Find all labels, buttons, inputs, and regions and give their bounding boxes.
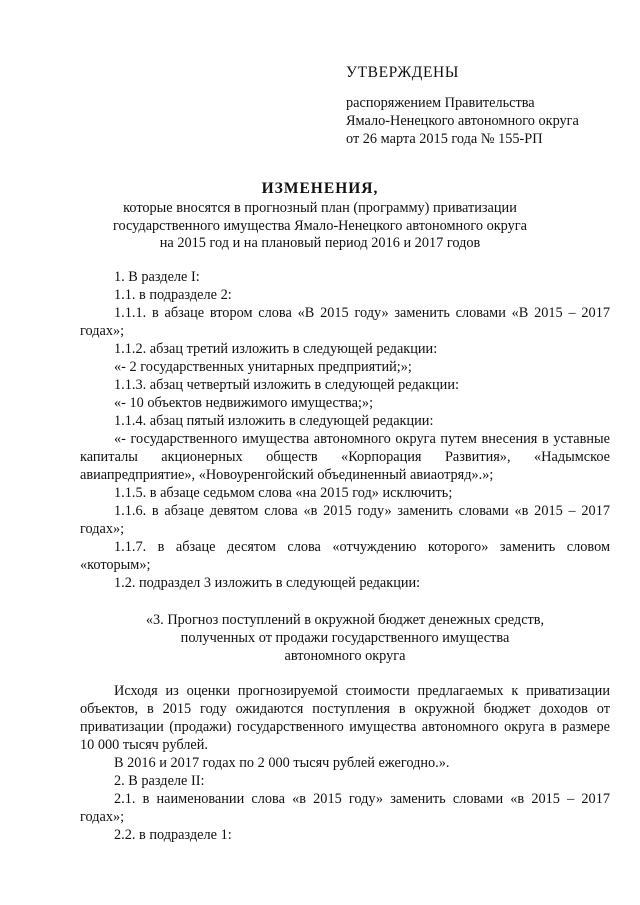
approval-line: от 26 марта 2015 года № 155-РП	[346, 131, 543, 147]
section-heading-line: полученных от продажи государственного имущества	[180, 630, 510, 646]
document-title: ИЗМЕНЕНИЯ,	[261, 180, 379, 197]
paragraph: 1.1.2. абзац третий изложить в следующей редакции:	[114, 341, 438, 357]
approval-block	[346, 64, 616, 148]
approval-heading: УТВЕРЖДЕНЫ	[346, 64, 459, 81]
paragraph: Исходя из оценки прогнозируемой стоимости предлагаемых к приватизации объектов, в 2015 году ожидаются поступления в окружной бюджет доходов от приватизации (продажи) государственного имущества автономного округа в размере 10 000 тысяч рублей.	[80, 683, 610, 753]
paragraph: 1.1.4. абзац пятый изложить в следующей редакции:	[114, 413, 434, 429]
section-heading-line: автономного округа	[284, 648, 406, 664]
paragraph: 1.1.5. в абзаце седьмом слова «на 2015 год» исключить;	[114, 485, 453, 501]
paragraph: 1.2. подраздел 3 изложить в следующей редакции:	[114, 575, 421, 591]
paragraph: 1.1.1. в абзаце втором слова «В 2015 году» заменить словами «В 2015 – 2017 годах»;	[80, 305, 610, 339]
paragraph: 2.2. в подразделе 1:	[114, 827, 232, 843]
section-3-heading	[80, 611, 610, 665]
paragraph: 1. В разделе I:	[114, 269, 200, 285]
section-heading-line: «3. Прогноз поступлений в окружной бюджет денежных средств,	[145, 612, 545, 628]
approval-line: Ямало-Ненецкого автономного округа	[346, 113, 579, 129]
paragraph: 1.1.3. абзац четвертый изложить в следующей редакции:	[114, 377, 459, 393]
paragraph: 1.1. в подразделе 2:	[114, 287, 232, 303]
paragraph: 2.1. в наименовании слова «в 2015 году» заменить словами «в 2015 – 2017 годах»;	[80, 791, 610, 825]
title-line: которые вносятся в прогнозный план (программу) приватизации	[123, 200, 517, 216]
approval-line: распоряжением Правительства	[346, 95, 535, 111]
paragraph: «- 2 государственных унитарных предприятий;»;	[114, 359, 412, 375]
paragraph: 1.1.7. в абзаце десятом слова «отчуждению которого» заменить словом «которым»;	[80, 539, 610, 573]
paragraph: «- 10 объектов недвижимого имущества;»;	[114, 395, 374, 411]
paragraph: 2. В разделе II:	[114, 773, 205, 789]
document-body	[80, 268, 610, 844]
title-line: на 2015 год и на плановый период 2016 и 2017 годов	[159, 235, 481, 251]
paragraph: 1.1.6. в абзаце девятом слова «в 2015 году» заменить словами «в 2015 – 2017 годах»;	[80, 503, 610, 537]
paragraph: «- государственного имущества автономного округа путем внесения в уставные капиталы акционерных обществ «Корпорация Развития», «Надымское авиапредприятие», «Новоуренгойский объединенный авиаотряд».»;	[80, 431, 610, 483]
title-line: государственного имущества Ямало-Ненецкого автономного округа	[113, 217, 527, 234]
document-title-block	[60, 180, 580, 253]
paragraph: В 2016 и 2017 годах по 2 000 тысяч рублей ежегодно.».	[114, 755, 450, 771]
